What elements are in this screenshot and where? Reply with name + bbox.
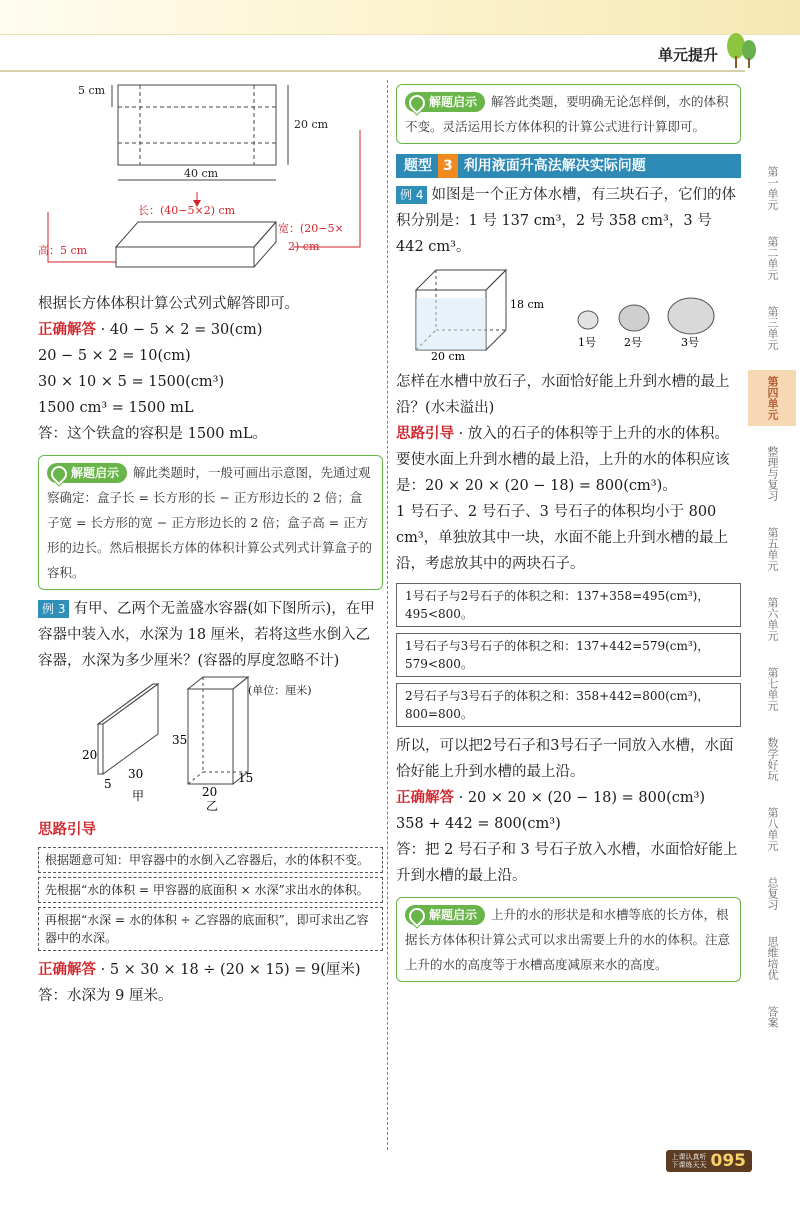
jia-height: 20 <box>82 748 98 762</box>
side-tab-8[interactable]: 数学好玩 <box>766 737 779 781</box>
yi-label: 乙 <box>206 799 219 813</box>
answer4-final: 答：把 2 号石子和 3 号石子放入水槽，水面恰好能上升到水槽的最上沿。 <box>396 842 738 884</box>
unit-note: (单位：厘米) <box>248 684 312 697</box>
guide4-label: 思路引导 <box>396 426 454 442</box>
yi-height: 35 <box>172 733 188 747</box>
page-number-badge <box>666 1150 753 1172</box>
jia-label: 甲 <box>132 789 145 803</box>
side-tab-9[interactable]: 第八单元 <box>766 807 779 851</box>
side-tab-4[interactable]: 整理与复习 <box>766 446 779 501</box>
hint2-tag-label: 解题启示 <box>429 908 478 922</box>
pin-icon <box>48 462 71 485</box>
hint2-text: 上升的水的形状是和水槽等底的长方体，根据长方体体积计算公式可以求出需要上升的水的体积。注意上升的水的高度等于水槽高度减原来水的高度。 <box>405 907 731 972</box>
guide-label: 思路引导 <box>38 822 96 838</box>
answer2-label: 正确解答 <box>38 962 96 978</box>
fig1-length: 长：(40−5×2) cm <box>138 204 236 217</box>
stone1-label: 1号 <box>578 336 596 349</box>
unit-title: 单元提升 <box>657 46 718 64</box>
left-column: 5 cm 20 cm 40 cm 长：(40−5×2) cm 宽：(20−5× 2) cm 高：5 cm 根据长方体体积计算公式列式解答即可。 正确解答 · 40 − 5 × 2 = 30(cm) 20 − 5 × 2 = 10(cm) 30 × 10 × 5 = 1500(cm³) 1500 cm³ = 1500 mL 答：这个铁盒的容积是 1500 mL。 解题启示 解此类题时，一般可画出示意图，先通过观察确定：盒子长 = 长方形的长 − 正方形边长的 2 倍；盒子宽 = 长方形的宽 − 正方形边长的 2 倍；盒子高 = 正方形的边长。然后根据长方体的体积计算公式列式计算盒子的容积。 例 3 有甲、乙两个无盖盛水容器(如下图所示)，在甲容器中装入水，水深为 18 厘米，若将这些水倒入乙容器，水深为多少厘米？(容器的厚度忽略不计) (单位：厘米) 20 5 30 甲 35 20 15 乙 思路引导 根据题意可知：甲容器中的水倒入乙容器后，水的体积不变。 先根据“水的体积 = 甲容器的底面积 × 水深”求出水的体积。 再根据“水深 = 水的体积 ÷ 乙容器的底面积”，即可求出乙容器中的水深。 正确解答 · 5 × 30 × 18 ÷ (20 × 15) = 9(厘米) 答：水深为 9 厘米。 <box>38 82 383 1009</box>
page-number: 095 <box>710 1151 746 1171</box>
answer-final: 答：这个铁盒的容积是 1500 mL。 <box>38 426 267 442</box>
answer-line3: 30 × 10 × 5 = 1500(cm³) <box>38 374 225 390</box>
example4-tag: 例 4 <box>396 186 427 204</box>
answer4-line1: 20 × 20 × (20 − 18) = 800(cm³) <box>467 790 706 806</box>
side-tab-6[interactable]: 第六单元 <box>766 597 779 641</box>
footer-line1: 上课认真听 <box>671 1153 707 1161</box>
yi-depth: 15 <box>238 771 254 785</box>
side-tabs <box>748 160 796 1048</box>
example4-text: 如图是一个正方体水槽，有三块石子，它们的体积分别是：1 号 137 cm³，2 号 358 cm³，3 号 442 cm³。 <box>396 187 736 255</box>
side-tab-11[interactable]: 思维培优 <box>766 936 779 980</box>
hint-box <box>38 455 383 590</box>
question-type-bar <box>396 154 741 178</box>
answer-line1: 40 − 5 × 2 = 30(cm) <box>109 322 263 338</box>
side-tab-10[interactable]: 总复习 <box>766 877 779 910</box>
type-number: 3 <box>438 154 458 178</box>
answer4-label: 正确解答 <box>396 790 454 806</box>
jia-length: 30 <box>128 767 144 781</box>
answer2-final: 答：水深为 9 厘米。 <box>38 988 173 1004</box>
side-tab-12[interactable]: 答案 <box>766 1006 779 1028</box>
box-net-figure <box>38 82 383 282</box>
fig1-label-40: 40 cm <box>184 167 219 180</box>
hint1-text: 解答此类题，要明确无论怎样倒，水的体积不变。灵活运用长方体体积的计算公式进行计算即可。 <box>405 94 729 134</box>
fig1-label-5: 5 cm <box>78 84 106 97</box>
type-label: 题型 <box>404 158 432 174</box>
hint-text: 解此类题时，一般可画出示意图，先通过观察确定：盒子长 = 长方形的长 − 正方形边长的 2 倍；盒子宽 = 长方形的宽 − 正方形边长的 2 倍；盒子高 = 正方形的边长。然后根据长方体的体积计算公式列式计算盒子的容积。 <box>47 465 373 580</box>
tree-icon <box>724 30 758 70</box>
type-title: 利用液面升高法解决实际问题 <box>463 158 646 174</box>
hint-box-right-2 <box>396 897 741 982</box>
side-tab-2[interactable]: 第三单元 <box>766 306 779 350</box>
left-line1: 根据长方体体积计算公式列式解答即可。 <box>38 296 299 312</box>
fig1-width-cont: 2) cm <box>288 240 320 253</box>
pin-icon <box>406 91 429 114</box>
right-column: 解题启示 解答此类题，要明确无论怎样倒，水的体积不变。灵活运用长方体体积的计算公式进行计算即可。 题型 3 利用液面升高法解决实际问题 例 4 如图是一个正方体水槽，有三块石子，它们的体积分别是：1 号 137 cm³，2 号 358 cm³，3 号 442 cm³。 18 cm 20 cm 1号 2号 3号 怎样在水槽中放石子，水面恰好能上升到水槽的最上沿？(水未溢出) 思路引导 · 放入的石子的体积等于上升的水的体积。要使水面上升到水槽的最上沿，上升的水的体积应该是：20 × 20 × (20 − 18) = 800(cm³)。 1 号石子、2 号石子、3 号石子的体积均小于 800 cm³，单独放其中一块，水面不能上升到水槽的最上沿，考虑放其中的两块石子。 1号石子与2号石子的体积之和：137+358=495(cm³)，495<800。 1号石子与3号石子的体积之和：137+442=579(cm³)，579<800。 2号石子与3号石子的体积之和：358+442=800(cm³)，800=800。 所以，可以把2号石子和3号石子一同放入水槽，水面恰好能上升到水槽的最上沿。 正确解答 · 20 × 20 × (20 − 18) = 800(cm³) 358 + 442 = 800(cm³) 答：把 2 号石子和 3 号石子放入水槽，水面恰好能上升到水槽的最上沿。 解题启示 上升的水的形状是和水槽等底的长方体，根据长方体体积计算公式可以求出需要上升的水的体积。注意上升的水的高度等于水槽高度减原来水的高度。 <box>396 84 741 982</box>
side-tab-7[interactable]: 第七单元 <box>766 667 779 711</box>
side-tab-5[interactable]: 第五单元 <box>766 527 779 571</box>
fig1-width: 宽：(20−5× <box>278 222 344 235</box>
answer-line2: 20 − 5 × 2 = 10(cm) <box>38 348 191 364</box>
conclusion: 所以，可以把2号石子和3号石子一同放入水槽，水面恰好能上升到水槽的最上沿。 <box>396 738 734 780</box>
jia-depth: 5 <box>104 777 112 791</box>
guide-box-1: 根据题意可知：甲容器中的水倒入乙容器后，水的体积不变。 <box>38 847 383 873</box>
hint1-tag-label: 解题启示 <box>429 95 478 109</box>
answer4-line2: 358 + 442 = 800(cm³) <box>396 816 561 832</box>
answer-line4: 1500 cm³ = 1500 mL <box>38 400 194 416</box>
stone3-label: 3号 <box>681 336 699 349</box>
guide-box-3: 再根据“水深 = 水的体积 ÷ 乙容器的底面积”，即可求出乙容器中的水深。 <box>38 907 383 951</box>
side-tab-1[interactable]: 第二单元 <box>766 236 779 280</box>
yi-width: 20 <box>202 785 218 799</box>
example-text: 有甲、乙两个无盖盛水容器(如下图所示)，在甲容器中装入水，水深为 18 厘米，若将这些水倒入乙容器，水深为多少厘米？(容器的厚度忽略不计) <box>38 601 375 669</box>
guide4-text: 放入的石子的体积等于上升的水的体积。要使水面上升到水槽的最上沿，上升的水的体积应该是：20 × 20 × (20 − 18) = 800(cm³)。 <box>396 426 730 494</box>
fig1-label-20: 20 cm <box>294 118 329 131</box>
fig1-height: 高：5 cm <box>38 244 88 257</box>
hint-box-right-1 <box>396 84 741 144</box>
column-divider <box>387 80 388 1150</box>
header-rule <box>0 70 745 72</box>
tank-width: 20 cm <box>431 350 466 363</box>
sum-box-3: 2号石子与3号石子的体积之和：358+442=800(cm³)，800=800。 <box>396 683 741 727</box>
side-tab-0[interactable]: 第一单元 <box>766 166 779 210</box>
tank-height: 18 cm <box>510 298 545 311</box>
answer-label: 正确解答 <box>38 322 96 338</box>
hint-tag-label: 解题启示 <box>71 466 120 480</box>
side-tab-3[interactable]: 第四单元 <box>748 370 796 426</box>
top-band <box>0 0 800 35</box>
guide4-text2: 1 号石子、2 号石子、3 号石子的体积均小于 800 cm³，单独放其中一块，水面不能上升到水槽的最上沿，考虑放其中的两块石子。 <box>396 504 729 572</box>
stone2-label: 2号 <box>624 336 642 349</box>
guide-box-2: 先根据“水的体积 = 甲容器的底面积 × 水深”求出水的体积。 <box>38 877 383 903</box>
footer-line2: 下课练天天 <box>671 1161 707 1169</box>
containers-figure <box>38 674 383 813</box>
question-text: 怎样在水槽中放石子，水面恰好能上升到水槽的最上沿？(水未溢出) <box>396 374 730 416</box>
answer2-line: 5 × 30 × 18 ÷ (20 × 15) = 9(厘米) <box>109 962 361 978</box>
sum-box-1: 1号石子与2号石子的体积之和：137+358=495(cm³)，495<800。 <box>396 583 741 627</box>
example-tag: 例 3 <box>38 600 69 618</box>
sum-box-2: 1号石子与3号石子的体积之和：137+442=579(cm³)，579<800。 <box>396 633 741 677</box>
pin-icon <box>406 904 429 927</box>
tank-figure <box>396 260 741 363</box>
